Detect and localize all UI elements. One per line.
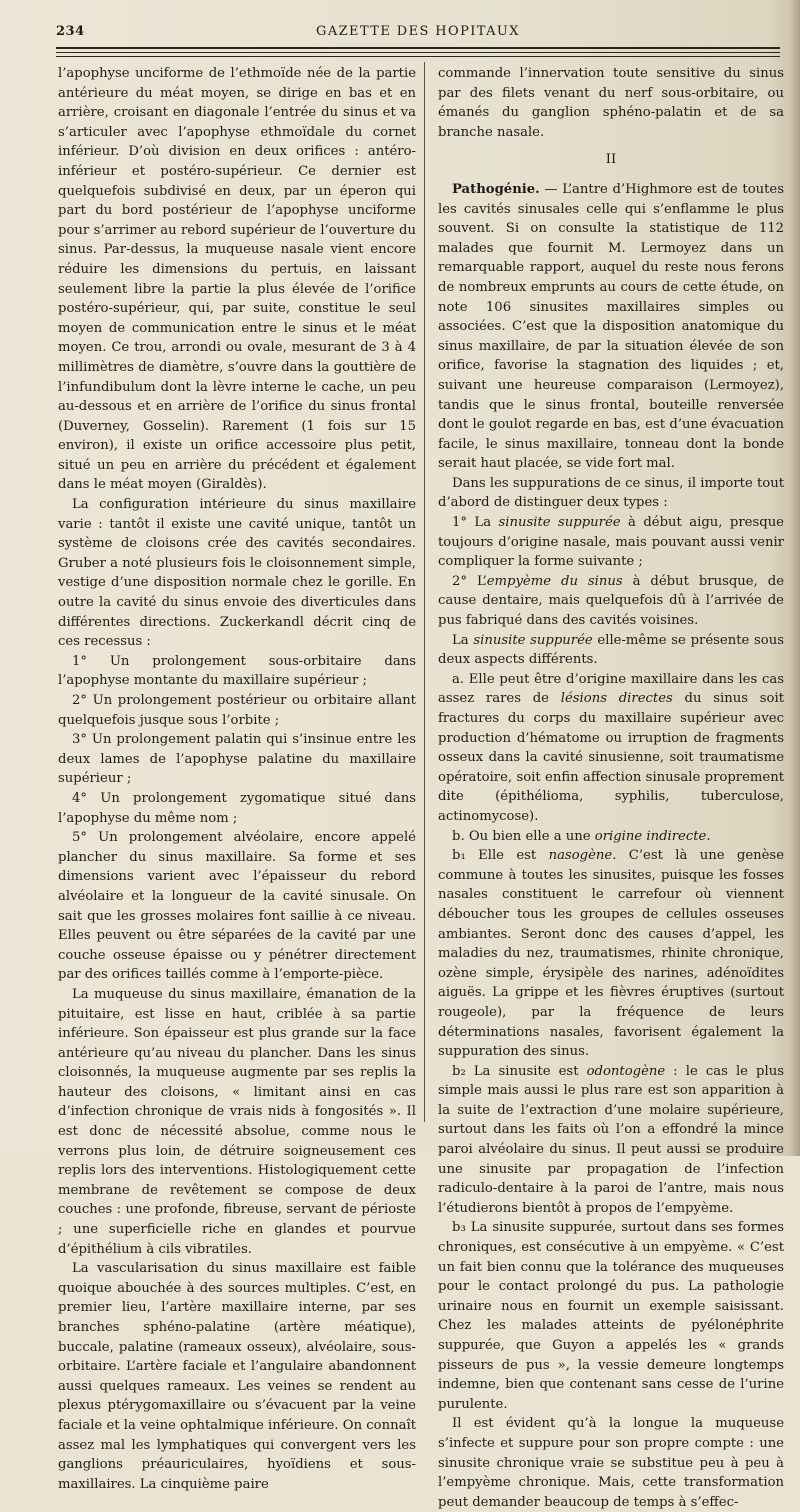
type-2-term: empyème du sinus <box>486 573 623 589</box>
item-b1 <box>438 846 784 1062</box>
left-column <box>58 64 416 1494</box>
item-b-pre: b. Ou bien elle a une <box>452 828 595 844</box>
header-rule-thin <box>56 52 780 53</box>
section-number: II <box>605 152 617 168</box>
header-rule-thin-lower <box>56 56 780 57</box>
paragraph-configuration: La configuration intérieure du sinus maxillaire varie : tantôt il existe une cavité unique, tantôt un système de cloisons crée des cavités secondaires. Gruber a noté plusieurs fois le cloisonnement simple, vestige d’une disposition normale chez le gorille. En outre la cavité du sinus envoie des diverticules dans différentes directions. Zuckerkandl décrit cinq de ces recessus : <box>58 497 416 650</box>
item-a-term: lésions directes <box>560 691 673 707</box>
aspects-term: sinusite suppurée <box>473 632 593 648</box>
paragraph-pathogenie <box>438 180 784 474</box>
type-1-number: 1° La <box>452 515 499 531</box>
journal-title: GAZETTE DES HOPITAUX <box>316 24 520 39</box>
page-number: 234 <box>56 24 85 39</box>
paragraph-muqueuse: La muqueuse du sinus maxillaire, émanation de la pituitaire, est lisse en haut, criblée à sa partie inférieure. Son épaisseur est plus grande sur la face antérieure qu’au niveau du plancher. Dans les sinus cloisonnés, la muqueuse augmente par ses replis la hauteur des cloisons, « limitant ainsi en cas d’infection chronique de vrais nids à fongosités ». Il est donc de nécessité absolue, comme nous le verrons plus loin, de détruire soigneusement ces replis lors des interventions. Histologiquement cette membrane de revêtement se compose de deux couches : une profonde, fibreuse, servant de périoste ; une superficielle riche en glandes et pourvue d’épithélium à cils vibratiles. <box>58 986 416 1257</box>
aspects-text: elle-même se présente sous deux aspects différents. <box>438 632 784 668</box>
item-b1-pre: b₁ Elle est <box>452 848 549 864</box>
item-a <box>438 670 784 827</box>
item-b1-text: . C’est là une genèse commune à toutes les sinusites, puisque les fosses nasales constituent le carrefour où viennent déboucher tous les groupes de cellules osseuses ambiantes. Seront donc des causes d’appel, les maladies du nez, traumatismes, rhinite chronique, ozène simple, érysipèle des narines, adénoïdites aiguës. La grippe et les fièvres éruptives (surtout rougeole), par la fréquence de leurs déterminations nasales, favorisent également la suppuration des sinus. <box>438 848 784 1060</box>
type-1 <box>438 513 784 572</box>
list-item: 1° Un prolongement sous-orbitaire dans l’apophyse montante du maxillaire supérieur ; <box>58 653 416 689</box>
paragraph-closing: Il est évident qu’à la longue la muqueuse s’infecte et suppure pour son propre compte : une sinusite chronique vraie se substitue peu à peu à l’empyème chronique. Mais, cette transformation peut demander beaucoup de temps à s’effec- <box>438 1416 784 1510</box>
item-b2 <box>438 1062 784 1219</box>
list-item: 2° Un prolongement postérieur ou orbitaire allant quelquefois jusque sous l’orbite ; <box>58 693 416 728</box>
item-a-pre: a. Elle peut être d’origine maxillaire dans les cas assez rares de <box>438 671 784 707</box>
item-b1-term: nasogène <box>548 848 613 864</box>
page-header <box>56 24 780 46</box>
header-rule-thick <box>56 47 780 49</box>
list-item: 3° Un prolongement palatin qui s’insinue entre les deux lames de l’apophyse palatine du maxillaire supérieur ; <box>58 732 416 787</box>
list-item: 5° Un prolongement alvéolaire, encore appelé plancher du sinus maxillaire. Sa forme et ses dimensions varient avec l’épaisseur du rebord alvéolaire et la longueur de la cavité sinusale. On sait que les grosses molaires font saillie à ce niveau. Elles peuvent ou être séparées de la cavité par une couche osseuse épaisse ou y pénétrer directement par des orifices taillés comme à l’emporte-pièce. <box>58 830 416 983</box>
item-b2-pre: b₂ La sinusite est <box>452 1063 587 1079</box>
type-2-number: 2° L’ <box>452 573 487 589</box>
item-a-text: du sinus soit fractures du corps du maxillaire supérieur avec production d’hématome ou irruption de fragments osseux dans la cavité sinusienne, soit traumatisme opératoire, soit enfin affection sinusale proprement dite (épithélioma, syphilis, tuberculose, actinomycose). <box>438 691 784 824</box>
paragraph-suppurations: Dans les suppurations de ce sinus, il importe tout d’abord de distinguer deux types : <box>438 475 784 511</box>
pathogenie-heading: Pathogénie. <box>452 181 540 197</box>
paragraph-aspects <box>438 631 784 670</box>
item-b-term: origine indirecte <box>594 828 707 844</box>
paragraph-innervation: commande l’innervation toute sensitive du sinus par des filets venant du nerf sous-orbitaire, ou émanés du ganglion sphéno-palatin et de sa branche nasale. <box>438 66 784 140</box>
item-b2-term: odontogène <box>586 1063 666 1079</box>
pathogenie-text: — L’antre d’Highmore est de toutes les cavités sinusales celle qui s’enflamme le plus souvent. Si on consulte la statistique de 112 malades que fournit M. Lermoyez dans un remarquable rapport, auquel du reste nous ferons de nombreux emprunts au cours de cette étude, on note 106 sinusites maxillaires simples ou associées. C’est que la disposition anatomique du sinus maxillaire, de par la situation élevée de son orifice, favorise la stagnation des liquides ; et, suivant une heureuse comparaison (Lermoyez), tandis que le sinus frontal, bouteille renversée dont le goulot regarde en bas, est d’une évacuation facile, le sinus maxillaire, tonneau dont la bonde serait haut placée, se vide fort mal. <box>438 181 784 472</box>
type-2 <box>438 572 784 631</box>
item-b3: b₃ La sinusite suppurée, surtout dans ses formes chroniques, est consécutive à un empyème. « C’est un fait bien connu que la tolérance des muqueuses pour le contact prolongé du pus. La pathologie urinaire nous en fournit un exemple saisissant. Chez les malades atteints de pyélonéphrite suppurée, que Guyon a appelés les « grands pisseurs de pus », la vessie demeure longtemps indemne, bien que contenant sans cesse de l’urine purulente. <box>438 1220 784 1412</box>
column-divider <box>424 62 425 1122</box>
item-b <box>438 827 784 847</box>
item-b-text: . <box>706 828 711 844</box>
type-2-text: à début brusque, de cause dentaire, mais quelquefois dû à l’arrivée de pus fabriqué dans des cavités voisines. <box>438 573 784 629</box>
page-edge-shadow <box>790 0 800 1156</box>
aspects-pre: La <box>452 632 474 648</box>
right-column <box>438 64 784 1512</box>
type-1-text: à début aigu, presque toujours d’origine nasale, mais pouvant aussi venir compliquer la forme suivante ; <box>438 515 784 570</box>
paragraph-vascularisation: La vascularisation du sinus maxillaire est faible quoique abouchée à des sources multiples. C’est, en premier lieu, l’artère maxillaire interne, par ses branches sphéno-palatine (artère méatique), buccale, palatine (rameaux osseux), alvéolaire, sous-orbitaire. L’artère faciale et l’angulaire abandonnent aussi quelques rameaux. Les veines se rendent au plexus ptérygomaxillaire ou s’évacuent par la veine faciale et la veine ophtalmique inférieure. On connaît assez mal les lymphatiques qui convergent vers les ganglions préauriculaires, hyoïdiens et sous-maxillaires. La cinquième paire <box>58 1261 416 1492</box>
type-1-term: sinusite suppurée <box>498 515 621 531</box>
list-item: 4° Un prolongement zygomatique situé dans l’apophyse du même nom ; <box>58 790 416 826</box>
recessus-list <box>58 652 416 985</box>
item-b2-text: : le cas le plus simple mais aussi le plus rare est son apparition à la suite de l’extraction d’une molaire supérieure, surtout dans les faits où l’on a effondré la mince paroi alvéolaire du sinus. Il peut aussi se produire une sinusite par propagation de l’infection radiculo-dentaire à la paroi de l’antre, mais nous l’étudierons bientôt à propos de l’empyème. <box>438 1063 784 1216</box>
paragraph-apophyse: l’apophyse unciforme de l’ethmoïde née de la partie antérieure du méat moyen, se dirige en bas et en arrière, croisant en diagonale l’entrée du sinus et va s’articuler avec l’apophyse ethmoïdale du cornet inférieur. D’où division en deux orifices : antéro-inférieur et postéro-supérieur. Ce dernier est quelquefois subdivisé en deux, par un éperon qui part du bord postérieur de l’apophyse unciforme pour s’arrimer au rebord supérieur de l’ouverture du sinus. Par-dessus, la muqueuse nasale vient encore réduire les dimensions du pertuis, en laissant seulement libre la partie la plus élevée de l’orifice postéro-supérieur, qui, par suite, constitue le seul moyen de communication entre le sinus et le méat moyen. Ce trou, arrondi ou ovale, mesurant de 3 à 4 millimètres de diamètre, s’ouvre dans la gouttière de l’infundibulum dont la lèvre interne le cache, un peu au-dessous et en arrière de l’orifice du sinus frontal (Duverney, Gosselin). Rarement (1 fois sur 15 environ), il existe un orifice accessoire plus petit, situé un peu en arrière du précédent et également dans le méat moyen (Giraldès). <box>58 66 416 493</box>
